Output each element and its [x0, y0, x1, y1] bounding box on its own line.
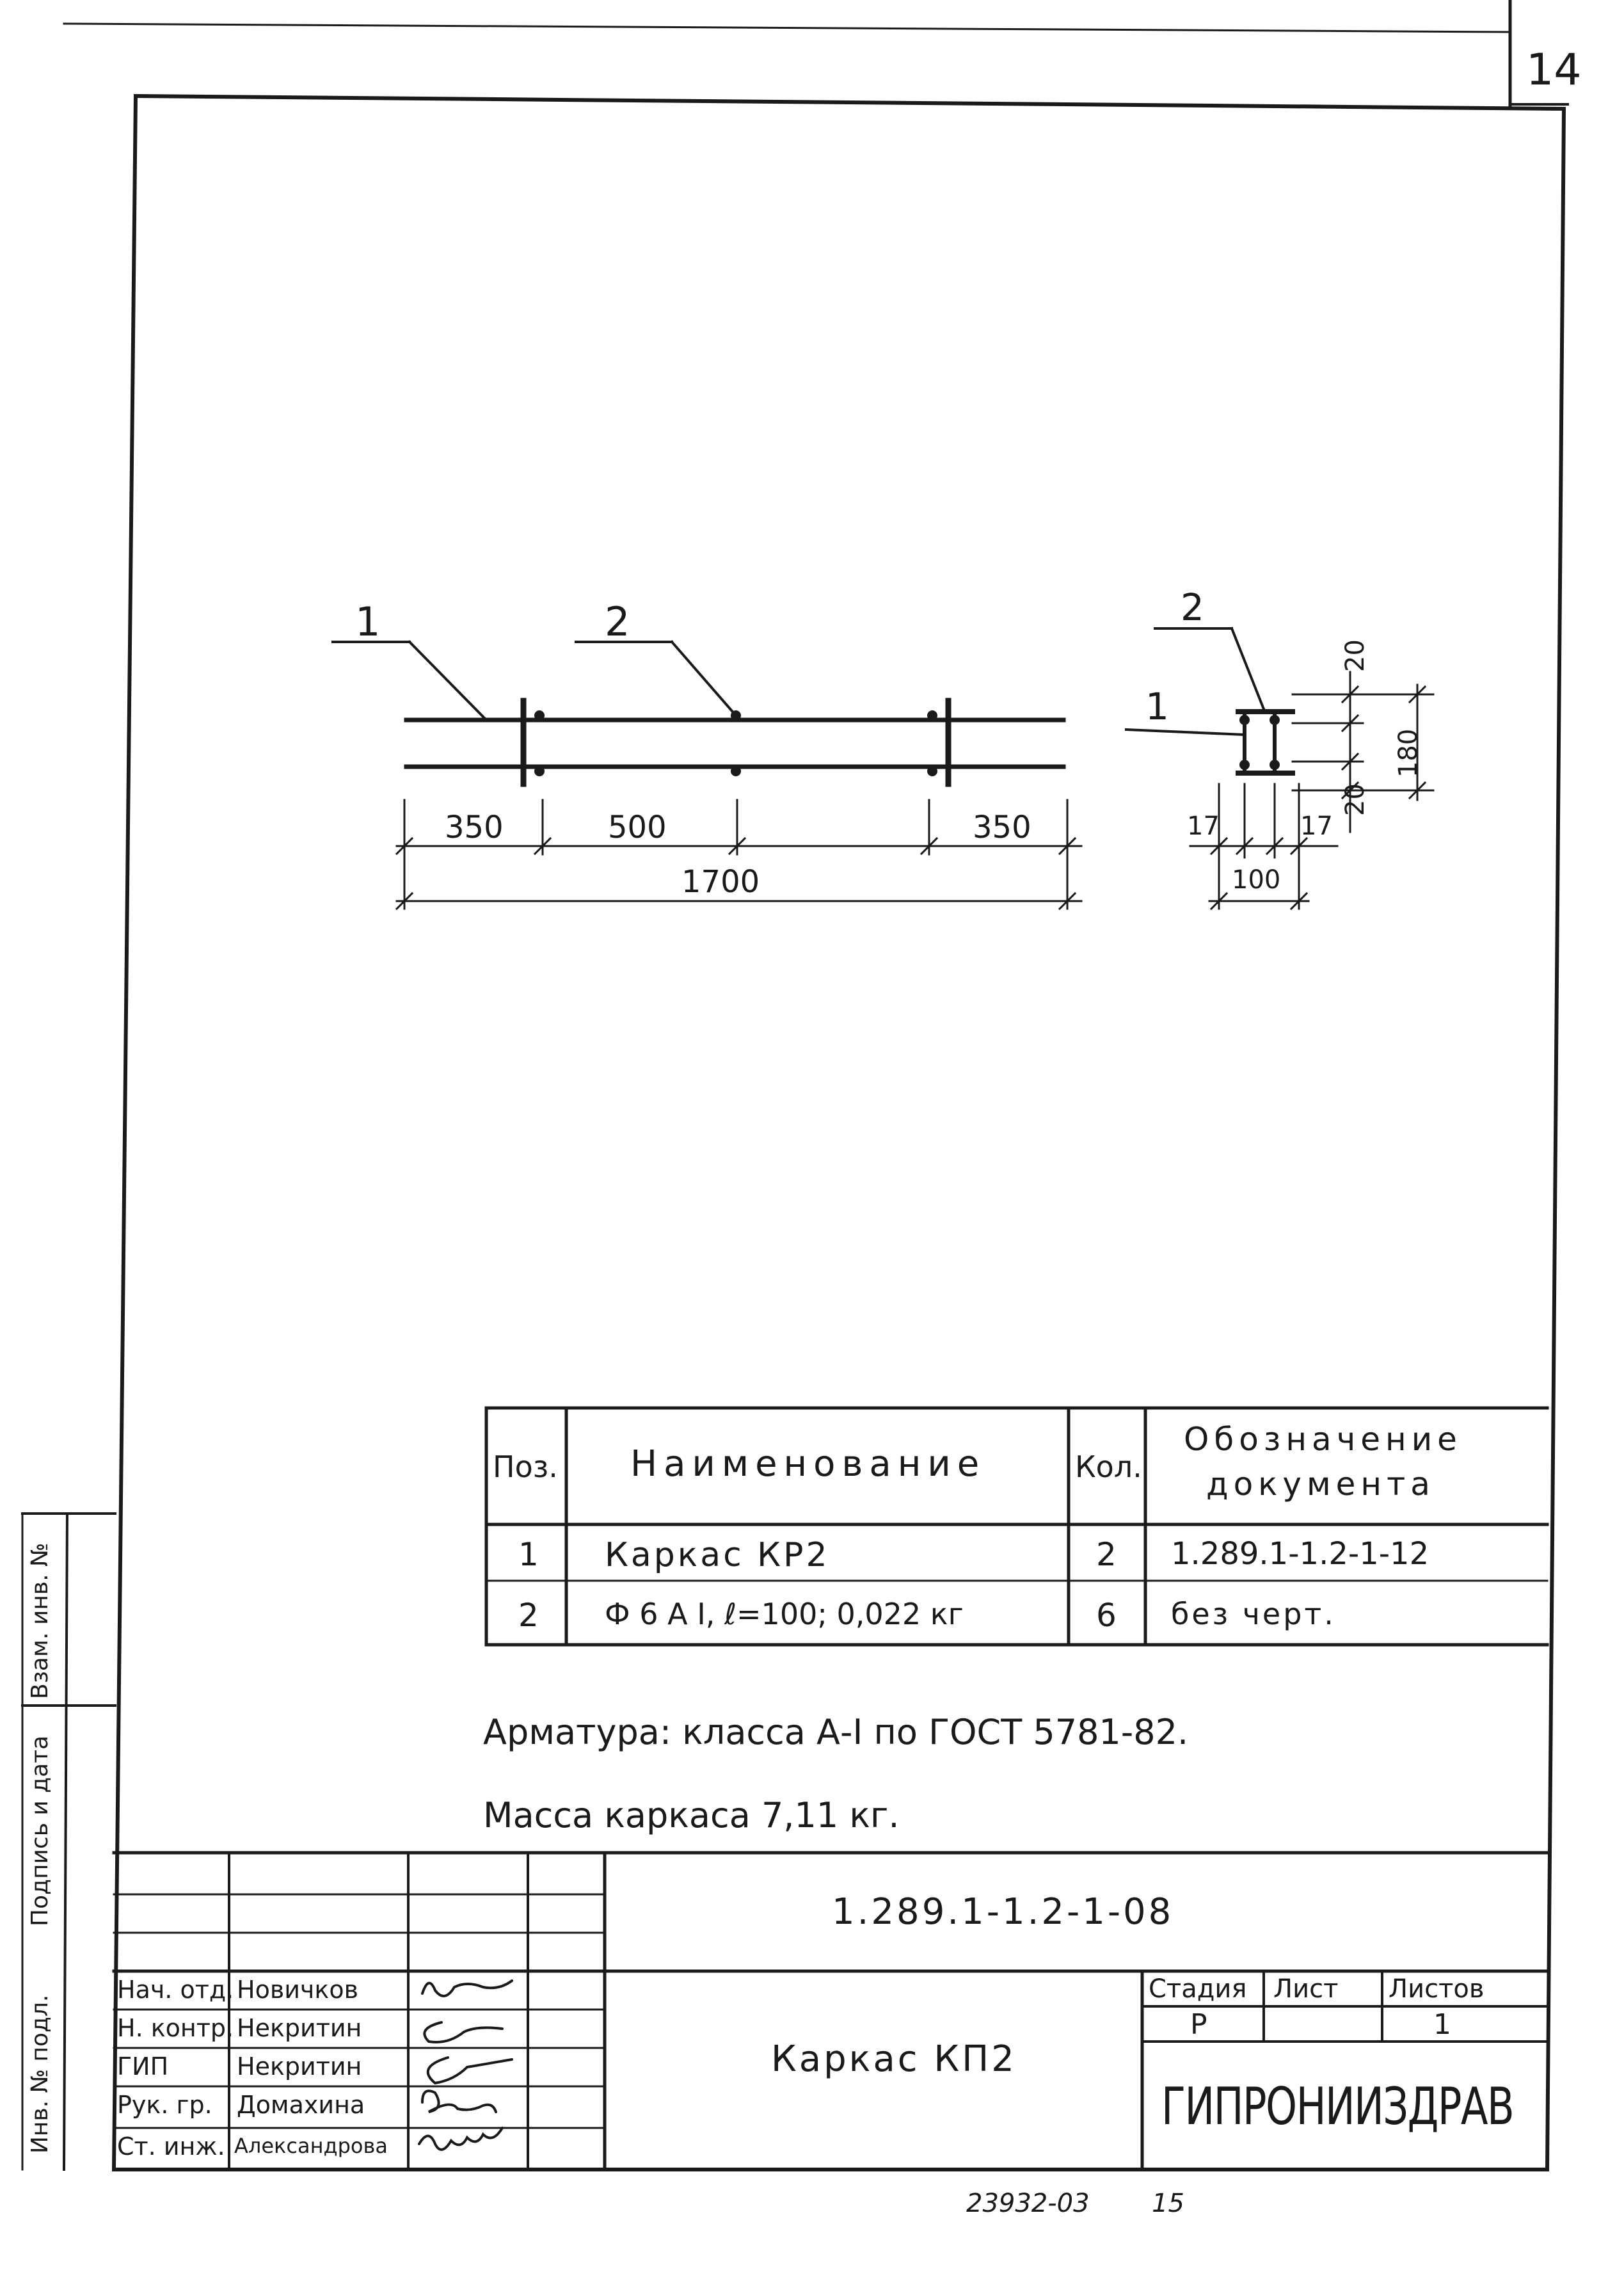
spec-row-2-qty: 6 — [1096, 1597, 1117, 1634]
signatures — [419, 1981, 512, 2150]
person-name-1: Новичков — [237, 1976, 358, 2004]
dim-17-right: 17 — [1300, 811, 1333, 841]
spec-row-1-doc: 1.289.1-1.2-1-12 — [1171, 1536, 1429, 1572]
note-mass: Масса каркаса 7,11 кг. — [483, 1795, 900, 1835]
side-stamp-vzam: Взам. инв. № — [27, 1542, 53, 1699]
side-stamp-inv: Инв. № подл. — [27, 1994, 53, 2154]
dim-20-top: 20 — [1341, 639, 1370, 672]
dim-20-bottom: 20 — [1341, 783, 1370, 816]
person-name-4: Домахина — [237, 2091, 365, 2119]
leader-label-1: 1 — [355, 598, 381, 645]
bottom-stamp-number: 23932-03 — [966, 2189, 1090, 2218]
leader-label-2: 2 — [605, 598, 630, 645]
frame-right — [1547, 109, 1564, 2170]
person-role-4: Рук. гр. — [117, 2091, 212, 2119]
dim-500: 500 — [608, 810, 667, 845]
sheets-value: 1 — [1433, 2008, 1451, 2041]
doc-code: 1.289.1-1.2-1-08 — [832, 1891, 1174, 1933]
spec-row-2-name: Ф 6 А I, ℓ=100; 0,022 кг — [605, 1597, 964, 1631]
person-role-3: ГИП — [117, 2052, 169, 2081]
spec-row-1-name: Каркас КР2 — [605, 1536, 830, 1574]
top-edge-line — [64, 24, 1510, 32]
section-leader-label-1: 1 — [1145, 685, 1169, 728]
dim-350-right: 350 — [973, 810, 1031, 845]
organization-name: ГИПРОНИИЗДРАВ — [1161, 2077, 1514, 2136]
dim-350-left: 350 — [445, 810, 504, 845]
dim-1700: 1700 — [681, 864, 760, 900]
sheets-label: Листов — [1389, 1974, 1485, 2004]
spec-header-doc-line1: Обозначение — [1184, 1421, 1462, 1458]
sheet-label: Лист — [1273, 1974, 1339, 2004]
spec-header-pos: Поз. — [493, 1450, 558, 1484]
person-role-5: Ст. инж. — [117, 2132, 225, 2161]
side-stamp-podp: Подпись и дата — [27, 1735, 53, 1926]
spec-row-2-doc: без черт. — [1171, 1597, 1336, 1631]
spec-row-1-pos: 1 — [518, 1536, 539, 1573]
person-role-1: Нач. отд. — [117, 1976, 234, 2004]
frame-top — [136, 96, 1564, 109]
spec-row-1-qty: 2 — [1096, 1536, 1117, 1573]
person-role-2: Н. контр. — [117, 2014, 234, 2042]
person-name-3: Некритин — [237, 2052, 362, 2081]
bottom-stamp-page: 15 — [1152, 2189, 1184, 2218]
dim-100: 100 — [1232, 865, 1281, 895]
page-number: 14 — [1526, 45, 1582, 95]
stage-label: Стадия — [1149, 1974, 1247, 2004]
dim-180: 180 — [1394, 728, 1423, 778]
spec-header-qty: Кол. — [1075, 1450, 1142, 1484]
spec-header-doc-line2: документа — [1206, 1466, 1435, 1503]
dim-17-left: 17 — [1187, 811, 1220, 841]
note-reinforcement: Арматура: класса А-I по ГОСТ 5781-82. — [483, 1712, 1189, 1752]
stage-value: Р — [1190, 2008, 1207, 2041]
frame-left — [114, 96, 136, 2170]
section-leader-label-2: 2 — [1181, 586, 1204, 629]
spec-row-2-pos: 2 — [518, 1597, 539, 1634]
drawing-title: Каркас КП2 — [771, 2038, 1017, 2080]
person-name-5: Александрова — [234, 2134, 388, 2158]
person-name-2: Некритин — [237, 2014, 362, 2042]
spec-header-name: Наименование — [630, 1443, 986, 1485]
